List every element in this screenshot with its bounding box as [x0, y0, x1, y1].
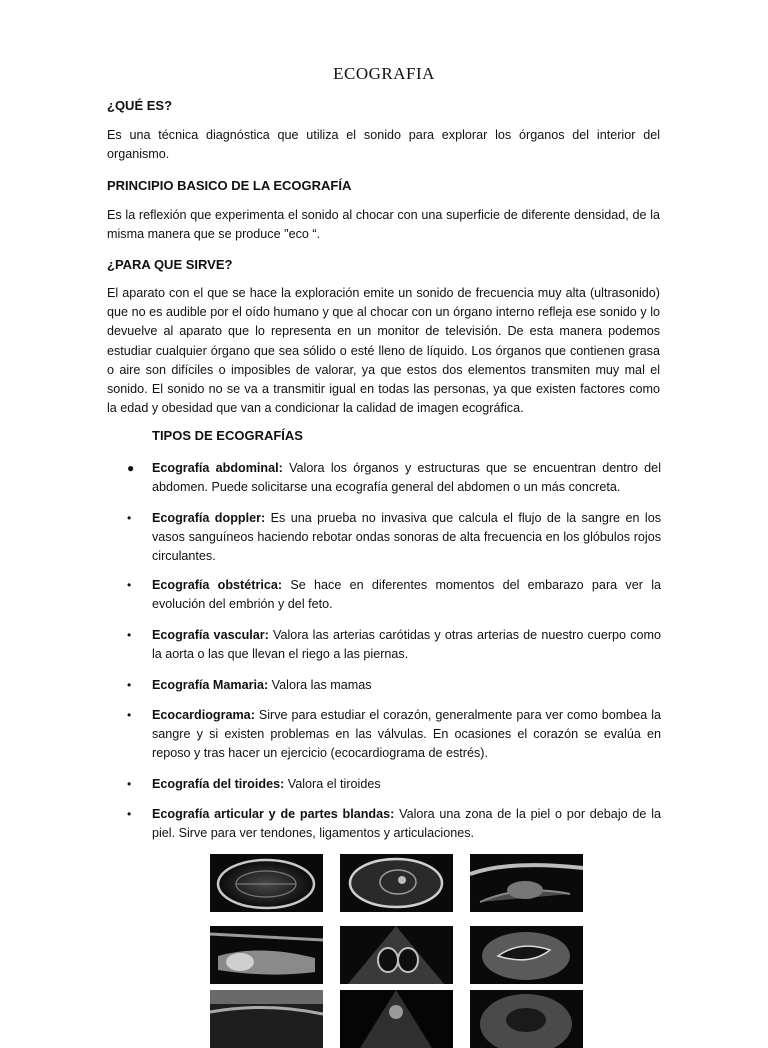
- type-description: Valora el tiroides: [284, 777, 381, 791]
- bullet-icon: •: [127, 511, 132, 525]
- section-heading-para-que-sirve: ¿PARA QUE SIRVE?: [107, 257, 233, 272]
- bullet-icon: •: [127, 628, 132, 642]
- list-item-text: [152, 676, 661, 695]
- list-item-text: [152, 775, 661, 794]
- bullet-icon: ●: [127, 461, 135, 475]
- bullet-icon: •: [127, 578, 132, 592]
- ultrasound-image: [210, 926, 323, 984]
- ultrasound-image: [210, 854, 323, 912]
- ultrasound-image: [470, 990, 583, 1048]
- ultrasound-gallery: [210, 854, 600, 1024]
- bullet-icon: •: [127, 708, 132, 722]
- types-heading: TIPOS DE ECOGRAFÍAS: [152, 428, 303, 443]
- bullet-icon: •: [127, 777, 132, 791]
- type-description: Valora una zona de la piel o por debajo de la piel. Sirve para ver tendones, ligamentos y articulaciones.: [152, 807, 661, 841]
- ultrasound-image: [210, 990, 323, 1048]
- type-description: Valora las mamas: [268, 678, 372, 692]
- type-name: Ecografía abdominal:: [152, 461, 283, 475]
- list-item-text: [152, 509, 661, 567]
- type-name: Ecografía vascular:: [152, 628, 269, 642]
- type-name: Ecografía Mamaria:: [152, 678, 269, 692]
- ultrasound-image: [340, 926, 453, 984]
- type-name: Ecografía del tiroides:: [152, 777, 285, 791]
- document-title: ECOGRAFIA: [333, 64, 435, 83]
- type-description: Es una prueba no invasiva que calcula el flujo de la sangre en los vasos sanguíneos haciendo rebotar ondas sonoras de alta frecuencia en los glóbulos rojos circulantes.: [152, 511, 661, 564]
- type-description: Valora los órganos y estructuras que se encuentran dentro del abdomen. Puede solicitarse una ecografía general del abdomen o un más concreta.: [152, 461, 661, 495]
- ultrasound-image: [340, 854, 453, 912]
- list-item-text: [152, 626, 661, 664]
- list-item-text: [152, 805, 661, 843]
- list-item-text: [152, 576, 661, 614]
- ultrasound-image: [340, 990, 453, 1048]
- section-body-para-que-sirve: El aparato con el que se hace la exploración emite un sonido de frecuencia muy alta (ultrasonido) que no es audible por el oído humano y que al chocar con un órgano interno refleja ese sonido y lo devuelve al aparato que lo representa en un monitor de televisión. De esta manera podemos estudiar cualquier órgano que sea sólido o esté lleno de líquido. Los órganos que contienen grasa o aire son difíciles o imposibles de valorar, ya que estos dos elementos transmiten muy mal el sonido. El sonido no se va a transmitir igual en todas las personas, ya que existen factores como la edad y obesidad que van a condicionar la calidad de imagen ecográfica.: [107, 286, 660, 416]
- type-name: Ecografía obstétrica:: [152, 578, 283, 592]
- bullet-icon: •: [127, 807, 132, 821]
- list-item-text: [152, 459, 661, 497]
- ultrasound-image: [470, 926, 583, 984]
- section-heading-que-es: ¿QUÉ ES?: [107, 98, 173, 113]
- type-description: Sirve para estudiar el corazón, generalmente para ver como bombea la sangre y si existen problemas en las válvulas. En ocasiones el corazón se evalúa en reposo y tras hacer un ejercicio (ecocardiograma de estrés).: [152, 708, 661, 761]
- section-heading-principio: PRINCIPIO BASICO DE LA ECOGRAFÍA: [107, 178, 352, 193]
- section-body-principio: Es la reflexión que experimenta el sonido al chocar con una superficie de diferente densidad, de la misma manera que se produce "eco “.: [107, 208, 660, 242]
- type-description: Valora las arterias carótidas y otras arterias de nuestro cuerpo como la aorta o las que llevan el riego a las piernas.: [152, 628, 661, 662]
- type-name: Ecografía doppler:: [152, 511, 266, 525]
- list-item-text: [152, 706, 661, 764]
- type-description: Se hace en diferentes momentos del embarazo para ver la evolución del embrión y del feto.: [152, 578, 661, 612]
- type-name: Ecografía articular y de partes blandas:: [152, 807, 395, 821]
- section-body-que-es: Es una técnica diagnóstica que utiliza el sonido para explorar los órganos del interior del organismo.: [107, 128, 660, 162]
- type-name: Ecocardiograma:: [152, 708, 255, 722]
- bullet-icon: •: [127, 678, 132, 692]
- ultrasound-image: [470, 854, 583, 912]
